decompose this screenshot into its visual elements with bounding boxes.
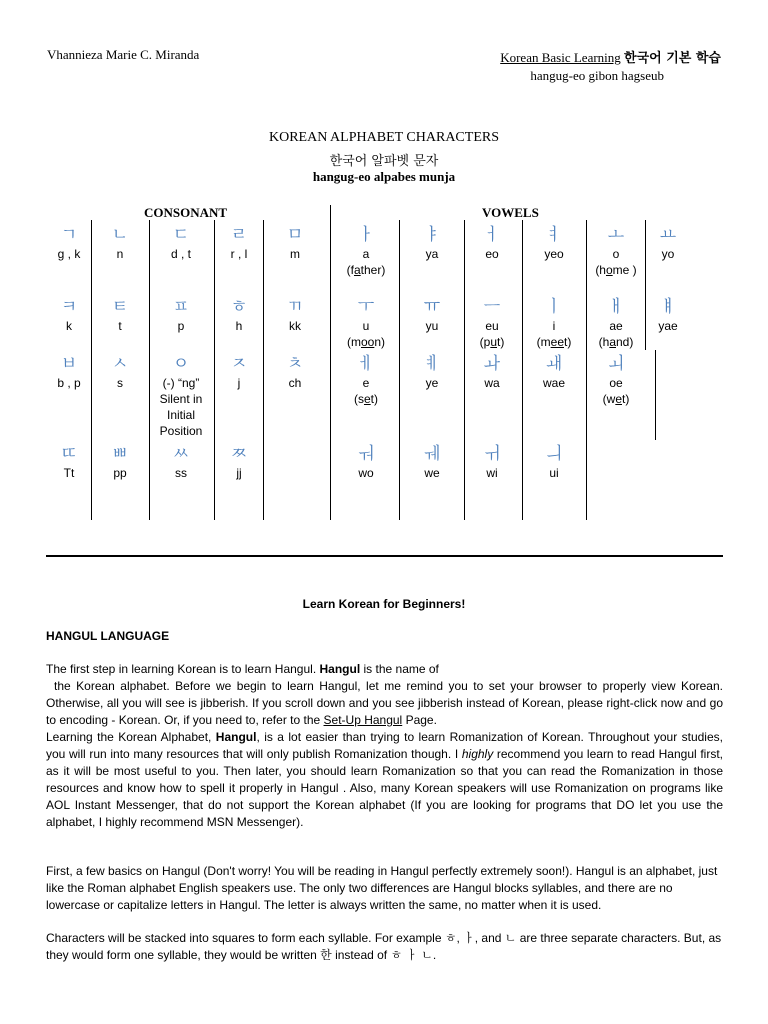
table-cell bbox=[404, 443, 460, 481]
p5-end: . bbox=[432, 948, 437, 962]
table-cell bbox=[640, 296, 696, 334]
author-name: Vhannieza Marie C. Miranda bbox=[47, 47, 200, 62]
table-column-divider bbox=[655, 350, 656, 440]
table-cell bbox=[41, 443, 97, 481]
example-text: t) bbox=[564, 335, 572, 349]
table-cell bbox=[404, 353, 460, 391]
example-text: t) bbox=[370, 392, 379, 406]
hangul-letter: ㅗ bbox=[607, 225, 625, 245]
hangul-letter: ㅕ bbox=[545, 225, 563, 245]
paragraph-romanization bbox=[46, 729, 723, 831]
table-cell bbox=[526, 353, 582, 391]
hangul-letter: ㄷ bbox=[172, 225, 190, 245]
table-cell bbox=[41, 224, 97, 262]
table-cell bbox=[464, 443, 520, 481]
table-cell bbox=[588, 296, 644, 350]
letter-romanization: ya bbox=[425, 247, 439, 261]
letter-romanization: n bbox=[116, 247, 124, 261]
hangul-letter: ㅆ bbox=[172, 444, 190, 464]
table-cell bbox=[464, 353, 520, 391]
example-underlined-sound: a bbox=[609, 335, 616, 349]
letter-romanization: k bbox=[66, 319, 72, 333]
paragraph-basics: First, a few basics on Hangul (Don't worry! You will be reading in Hangul perfectly extremely soon!). Hangul is an alphabet, just like the Roman alphabet English speakers use. The only two differences are Hangul blocks syllables, and there are no lowercase or capitalize letters in Hangul. The letter is always written the same, no matter when it is used. bbox=[46, 864, 718, 912]
course-title bbox=[500, 47, 721, 66]
letter-romanization: h bbox=[235, 319, 243, 333]
table-cell bbox=[464, 224, 520, 262]
example-underlined-sound: o bbox=[605, 263, 613, 277]
example-text: (h bbox=[598, 335, 610, 349]
hangul-letter: ㄱ bbox=[60, 225, 78, 245]
hangul-letter: ㄹ bbox=[230, 225, 248, 245]
letter-romanization: j bbox=[237, 376, 241, 390]
letter-romanization: m bbox=[290, 247, 300, 261]
hangul-letter: ㄲ bbox=[286, 297, 304, 317]
table-cell bbox=[153, 296, 209, 334]
table-cell bbox=[338, 443, 394, 481]
hangul-letter: ㅋ bbox=[60, 297, 78, 317]
hangul-letter: ㅂ bbox=[60, 354, 78, 374]
table-cell bbox=[464, 296, 520, 350]
table-cell bbox=[338, 353, 394, 407]
letter-romanization: a bbox=[362, 247, 370, 261]
hangul-letter: ㅚ bbox=[607, 354, 625, 374]
letter-romanization: p bbox=[177, 319, 185, 333]
p1-text-a: The first step in learning Korean is to learn Hangul. bbox=[46, 662, 317, 676]
p5-sep-1: , bbox=[456, 931, 460, 945]
pronunciation-example bbox=[588, 334, 644, 350]
hangul-letter: ㅊ bbox=[286, 354, 304, 374]
course-romanization: hangug-eo gibon hagseub bbox=[530, 68, 664, 83]
hangul-letter: ㅐ bbox=[607, 297, 625, 317]
letter-romanization: wae bbox=[542, 376, 565, 390]
course-title-en: Korean Basic Learning bbox=[500, 50, 621, 65]
letter-romanization: yo bbox=[661, 247, 675, 261]
hangul-letter: ㅁ bbox=[286, 225, 304, 245]
letter-romanization: yeo bbox=[544, 247, 564, 261]
table-cell bbox=[211, 443, 267, 481]
hangul-letter: ㅔ bbox=[357, 354, 375, 374]
table-column-divider bbox=[522, 220, 523, 520]
hangul-letter: ㅒ bbox=[659, 297, 677, 317]
letter-romanization: b , p bbox=[57, 376, 81, 390]
hangul-letter: ㅑ bbox=[423, 225, 441, 245]
letter-romanization: r , l bbox=[230, 247, 248, 261]
letter-romanization: pp bbox=[113, 466, 127, 480]
hangul-letter: ㅢ bbox=[545, 444, 563, 464]
example-text: (m bbox=[346, 335, 361, 349]
hangul-letter: ㅣ bbox=[545, 297, 563, 317]
letter-romanization: i bbox=[552, 319, 556, 333]
hangul-letter: ㅘ bbox=[483, 354, 501, 374]
example-underlined-sound: a bbox=[353, 263, 361, 277]
paragraph-syllables bbox=[46, 930, 723, 964]
table-column-divider bbox=[586, 220, 587, 520]
lesson-title: Learn Korean for Beginners! bbox=[302, 597, 466, 611]
pronunciation-example bbox=[588, 262, 644, 278]
p5-sep-2: , and bbox=[474, 931, 502, 945]
table-cell bbox=[404, 296, 460, 334]
table-cell bbox=[92, 296, 148, 334]
example-text: t) bbox=[622, 392, 630, 406]
example-text: nd) bbox=[616, 335, 634, 349]
example-underlined-sound: e bbox=[615, 392, 622, 406]
table-cell bbox=[211, 353, 267, 391]
table-cell bbox=[92, 443, 148, 481]
example-text: (s bbox=[353, 392, 364, 406]
letter-romanization: ui bbox=[549, 466, 559, 480]
pronunciation-example bbox=[464, 334, 520, 350]
example-text: n) bbox=[374, 335, 386, 349]
pronunciation-example bbox=[338, 334, 394, 350]
p3-text-e: recommend you learn to read Hangul first, as it will be most useful to you. Then later, you should learn Romanization so that you can read the Romanization in those resources and know how to spell it properly in Hangul . Also, many Korean speakers will use Romanization on programs like AOL Instant Messenger, that do not support the Korean alphabet (If you are looking for programs that DO let you use the alphabet, I highly recommend MSN Messenger). bbox=[46, 747, 723, 829]
hangul-letter: ㅠ bbox=[423, 297, 441, 317]
course-title-ko: 한국어 기본 학습 bbox=[624, 51, 721, 66]
p5-char-a: ㅏ bbox=[463, 931, 475, 945]
letter-romanization: jj bbox=[236, 466, 242, 480]
pronunciation-example bbox=[338, 391, 394, 407]
paragraph-intro-line bbox=[46, 661, 723, 678]
letter-romanization: we bbox=[424, 466, 440, 480]
letter-romanization: ch bbox=[288, 376, 302, 390]
table-cell bbox=[588, 224, 644, 278]
set-up-hangul-link[interactable]: Set-Up Hangul bbox=[323, 713, 403, 727]
vowels-header: VOWELS bbox=[482, 205, 539, 220]
example-text: (p bbox=[479, 335, 491, 349]
consonant-header: CONSONANT bbox=[144, 205, 228, 220]
hangul-letter: ㅝ bbox=[357, 444, 375, 464]
hangul-letter: ㅅ bbox=[111, 354, 129, 374]
hangul-letter: ㅛ bbox=[659, 225, 677, 245]
example-text: (f bbox=[346, 263, 354, 277]
table-cell bbox=[267, 296, 323, 334]
example-text: (h bbox=[595, 263, 606, 277]
p5-separate-chars: ㅎ ㅏ ㄴ bbox=[390, 948, 433, 962]
table-cell bbox=[526, 296, 582, 350]
example-text: t) bbox=[497, 335, 505, 349]
hangul-letter: ㅈ bbox=[230, 354, 248, 374]
p3-text-c: , is a lot easier than trying to learn Romanization of Korean. Throughout your studies, you will run into many resources that will only publish Romanization though. I bbox=[46, 730, 723, 761]
hangul-letter: ㅉ bbox=[230, 444, 248, 464]
example-underlined-sound: oo bbox=[360, 335, 375, 349]
p3-hangul-bold: Hangul bbox=[215, 730, 257, 744]
letter-romanization: eu bbox=[485, 319, 499, 333]
table-cell bbox=[41, 296, 97, 334]
letter-romanization: wa bbox=[484, 376, 500, 390]
section-title: HANGUL LANGUAGE bbox=[46, 629, 170, 643]
table-cell bbox=[92, 353, 148, 391]
hangul-letter: ㅏ bbox=[357, 225, 375, 245]
letter-romanization: (-) “ng” Silent in Initial Position bbox=[159, 376, 203, 438]
hangul-letter: ㅍ bbox=[172, 297, 190, 317]
table-cell bbox=[153, 353, 209, 439]
table-cell bbox=[404, 224, 460, 262]
table-cell bbox=[267, 224, 323, 262]
table-cell bbox=[338, 224, 394, 278]
letter-romanization: wo bbox=[358, 466, 374, 480]
pronunciation-example bbox=[526, 334, 582, 350]
document-title-romanization: hangug-eo alpabes munja bbox=[312, 169, 456, 184]
letter-romanization: o bbox=[612, 247, 620, 261]
table-cell bbox=[526, 224, 582, 262]
letter-romanization: yae bbox=[658, 319, 678, 333]
document-title-korean: 한국어 알파벳 문자 bbox=[329, 154, 439, 169]
table-cell bbox=[267, 353, 323, 391]
letter-romanization: kk bbox=[289, 319, 301, 333]
table-cell bbox=[211, 224, 267, 262]
hangul-letter: ㅙ bbox=[545, 354, 563, 374]
hangul-letter: ㅎ bbox=[230, 297, 248, 317]
p5-char-n: ㄴ bbox=[504, 931, 517, 945]
table-cell bbox=[211, 296, 267, 334]
letter-romanization: ss bbox=[175, 466, 187, 480]
hangul-letter: ㅜ bbox=[357, 297, 375, 317]
pronunciation-example bbox=[338, 262, 394, 278]
p2-text-b: Page. bbox=[405, 713, 437, 727]
table-cell bbox=[41, 353, 97, 391]
letter-romanization: Tt bbox=[63, 466, 75, 480]
hangul-letter: ㅃ bbox=[111, 444, 129, 464]
document-title: KOREAN ALPHABET CHARACTERS bbox=[269, 130, 499, 145]
example-text: (m bbox=[536, 335, 551, 349]
letter-romanization: oe bbox=[609, 376, 623, 390]
letter-romanization: ae bbox=[609, 319, 623, 333]
letter-romanization: s bbox=[117, 376, 123, 390]
example-underlined-sound: u bbox=[490, 335, 497, 349]
p1-hangul-bold: Hangul bbox=[319, 662, 361, 676]
example-underlined-sound: ee bbox=[550, 335, 564, 349]
table-cell bbox=[338, 296, 394, 350]
example-text: (w bbox=[602, 392, 616, 406]
example-underlined-sound: e bbox=[363, 392, 371, 406]
hangul-letter: ㅇ bbox=[172, 354, 190, 374]
table-cell bbox=[92, 224, 148, 262]
table-cell bbox=[526, 443, 582, 481]
p5-char-h: ㅎ bbox=[444, 931, 457, 945]
table-column-divider bbox=[330, 205, 331, 520]
hangul-letter: ㄴ bbox=[111, 225, 129, 245]
letter-romanization: ye bbox=[425, 376, 439, 390]
letter-romanization: eo bbox=[485, 247, 499, 261]
hangul-letter: ㅖ bbox=[423, 354, 441, 374]
letter-romanization: e bbox=[362, 376, 370, 390]
p5-syllable-han: 한 bbox=[320, 948, 332, 962]
table-column-divider bbox=[399, 220, 400, 520]
table-cell bbox=[588, 353, 644, 407]
p5-text-a: Characters will be stacked into squares to form each syllable. For example bbox=[46, 931, 442, 945]
p1-text-c: is the name of bbox=[363, 662, 439, 676]
table-cell bbox=[153, 443, 209, 481]
p5-text-b: are three separate characters. But, as they would form one syllable, they would be written bbox=[46, 931, 722, 962]
hangul-letter: ㅞ bbox=[423, 444, 441, 464]
table-column-divider bbox=[149, 220, 150, 520]
hangul-letter: ㅡ bbox=[483, 297, 501, 317]
table-cell bbox=[153, 224, 209, 262]
p3-text-a: Learning the Korean Alphabet, bbox=[46, 730, 212, 744]
letter-romanization: t bbox=[118, 319, 122, 333]
hangul-letter: ㅌ bbox=[111, 297, 129, 317]
p5-text-c: instead of bbox=[335, 948, 388, 962]
letter-romanization: wi bbox=[486, 466, 498, 480]
letter-romanization: yu bbox=[425, 319, 439, 333]
p3-highly-italic: highly bbox=[461, 747, 494, 761]
table-cell bbox=[640, 224, 696, 262]
letter-romanization: u bbox=[362, 319, 370, 333]
pronunciation-example bbox=[588, 391, 644, 407]
hangul-letter: ㅓ bbox=[483, 225, 501, 245]
section-divider bbox=[46, 555, 723, 557]
hangul-letter: ㅟ bbox=[483, 444, 501, 464]
letter-romanization: d , t bbox=[170, 247, 191, 261]
p2-text-a: the Korean alphabet. Before we begin to learn Hangul, let me remind you to set your browser to properly view Korean. Otherwise, all you will see is jibberish. If you scroll down and you see jibberish instead of Korean, please right-click now and go to encoding - Korean. Or, if you need to, refer to the bbox=[46, 679, 723, 727]
paragraph-browser-setup bbox=[46, 678, 723, 729]
example-text: me ) bbox=[612, 263, 637, 277]
letter-romanization: g , k bbox=[57, 247, 81, 261]
hangul-letter: ㄸ bbox=[60, 444, 78, 464]
example-text: ther) bbox=[360, 263, 386, 277]
